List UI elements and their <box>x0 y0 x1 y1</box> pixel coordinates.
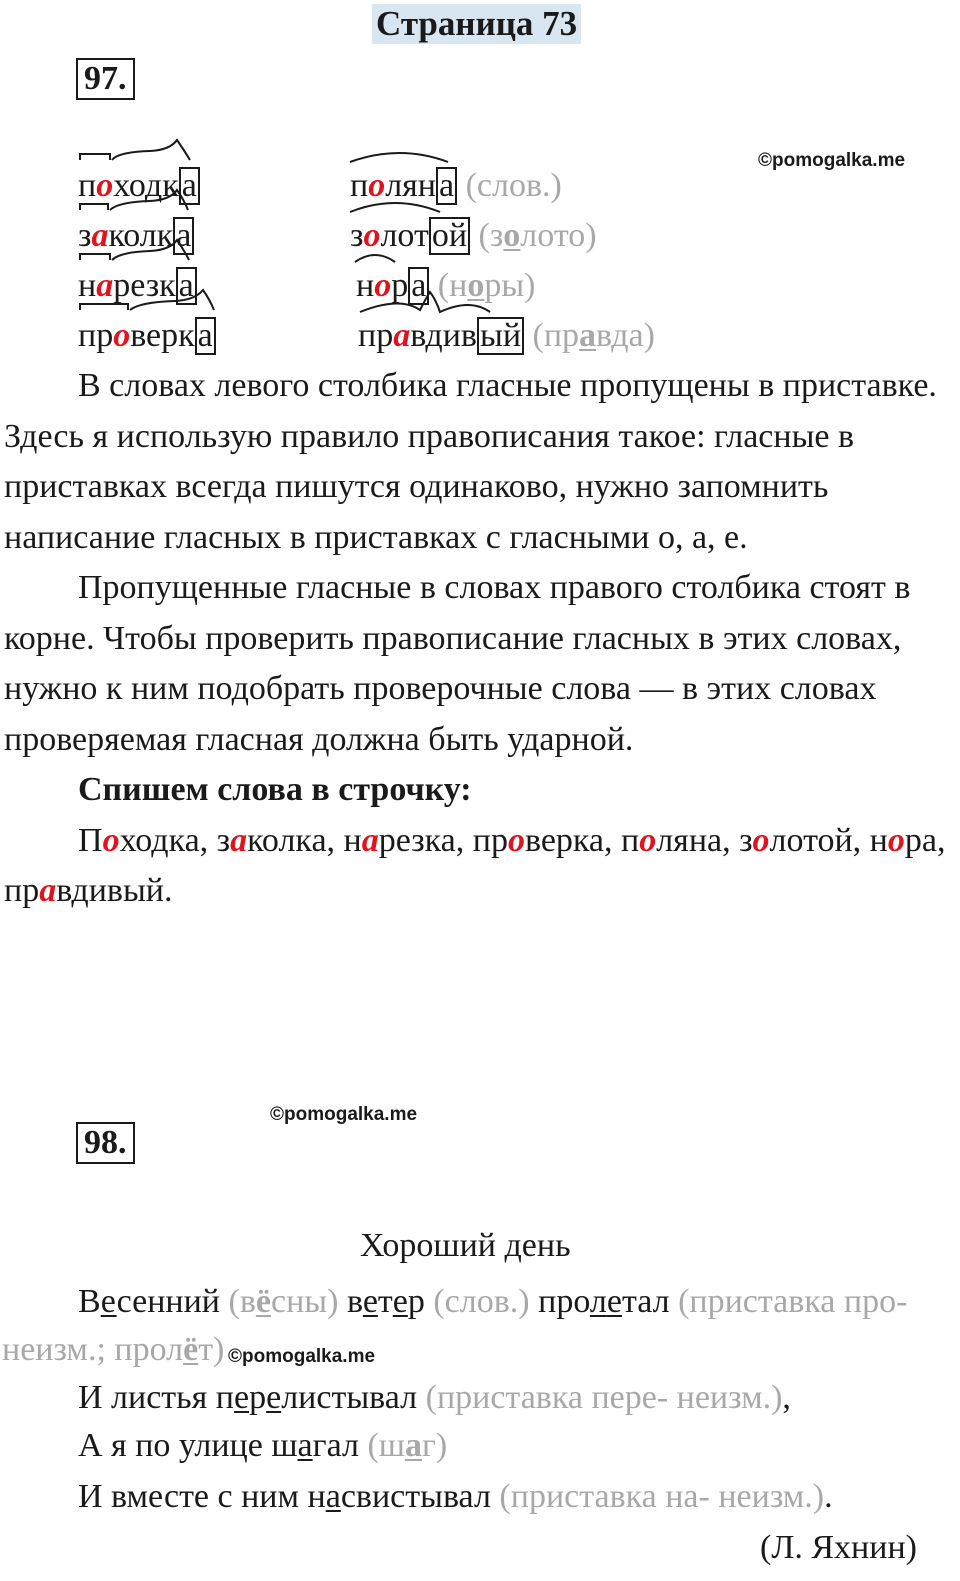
prefix-mark <box>80 154 110 160</box>
task-number-97: 97. <box>76 58 135 100</box>
page-title: Страница 73 <box>372 4 581 44</box>
poem-title: Хороший день <box>360 1227 571 1264</box>
right-word-2: золотой (золото) <box>350 217 597 254</box>
root-arc <box>112 140 190 160</box>
watermark: ©pomogalka.me <box>270 1104 418 1125</box>
poem-line-1: Весенний (вёсны) ветер (слов.) пролетал (приставка про- <box>78 1283 908 1320</box>
poem-line-4: И вместе с ним насвистывал (приставка на- неизм.). <box>78 1478 833 1515</box>
explanation-text <box>4 361 954 917</box>
right-word-1: поляна (слов.) <box>350 167 562 204</box>
task-number-98: 98. <box>76 1122 135 1164</box>
paragraph-2: Пропущенные гласные в словах правого столбика стоят в корне. Чтобы проверить правописание гласных в этих словах, нужно к ним подобрать проверочные слова — в этих словах проверяемая гласная должна быть ударной. <box>4 569 911 758</box>
poem-line-2: И листья перелистывал (приставка пере- неизм.), <box>78 1379 791 1416</box>
watermark: ©pomogalka.me <box>228 1346 376 1367</box>
left-word-2: заколка <box>78 216 194 256</box>
left-word-1: походка <box>78 166 200 206</box>
watermark: ©pomogalka.me <box>758 150 906 171</box>
left-word-3: нарезка <box>78 266 197 306</box>
poem-author: (Л. Яхнин) <box>760 1529 917 1566</box>
rewrite-heading: Спишем слова в строчку: <box>78 771 472 808</box>
root-arc <box>355 255 395 262</box>
right-word-4: правдивый (правда) <box>358 317 655 354</box>
left-word-4: проверка <box>78 316 216 356</box>
paragraph-1: В словах левого столбика гласные пропущены в приставке. Здесь я использую правило правописания такое: гласные в приставках всегда пишутся одинаково, нужно запомнить написание гласных в приставках с гласными о, а, е. <box>4 367 937 556</box>
rewritten-words: Походка, заколка, нарезка, проверка, поляна, золотой, нора, правдивый. <box>4 821 946 909</box>
root-arc <box>350 153 448 162</box>
poem-line-3: А я по улице шагал (шаг) <box>78 1427 448 1464</box>
right-word-3: нора (норы) <box>356 267 536 304</box>
poem-line-1-cont: неизм.; пролёт) <box>2 1331 225 1368</box>
